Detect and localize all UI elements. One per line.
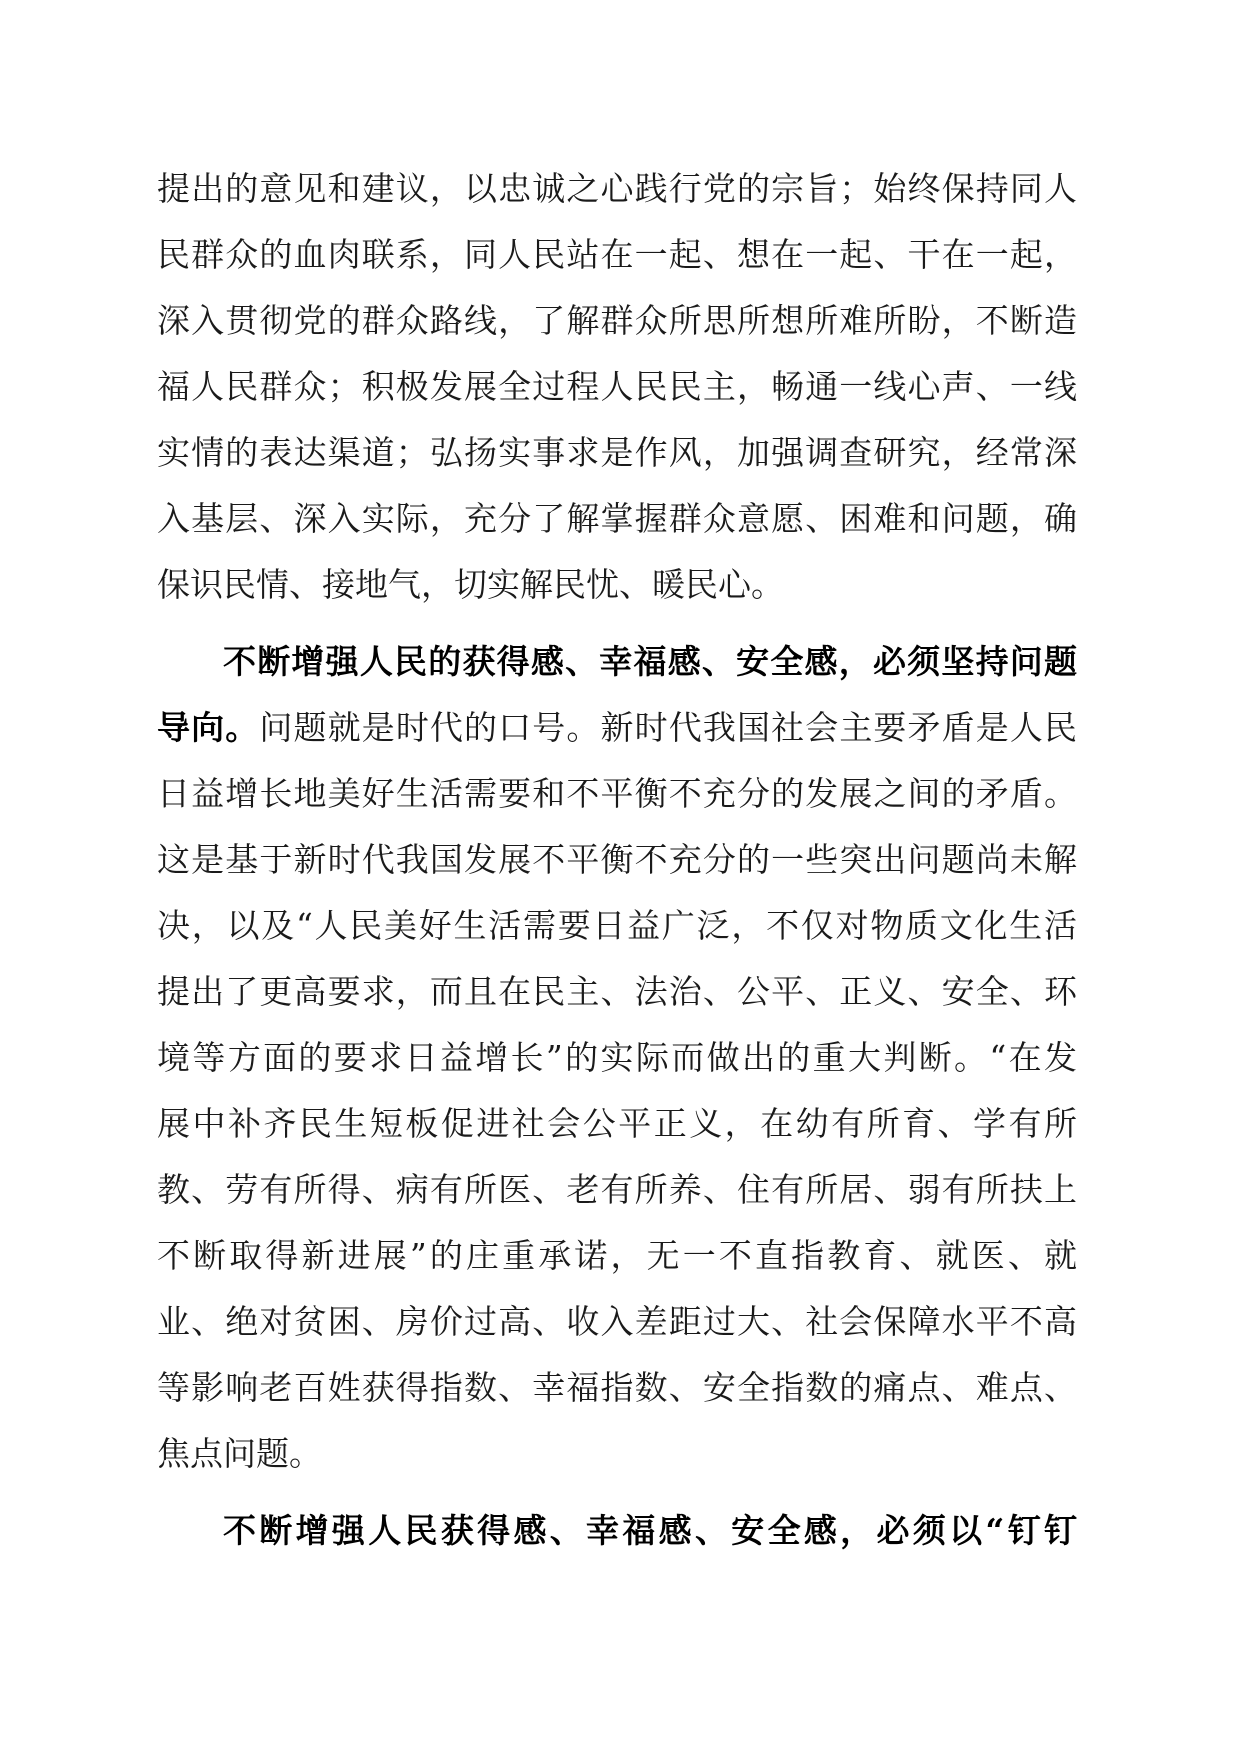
paragraph-2-line-2-text: 问题就是时代的口号。新时代我国社会主要矛盾是人民	[259, 708, 1078, 747]
paragraph-2-line-4: 这是基于新时代我国发展不平衡不充分的一些突出问题尚未解	[157, 840, 1077, 879]
paragraph-2-line-7: 境等方面的要求日益增长”的实际而做出的重大判断。“在发	[157, 1038, 1077, 1077]
paragraph-1-line-4: 福人民群众；积极发展全过程人民民主，畅通一线心声、一线	[157, 367, 1077, 406]
paragraph-1-line-7: 保识民情、接地气，切实解民忧、暖民心。	[157, 565, 784, 604]
paragraph-1-line-5: 实情的表达渠道；弘扬实事求是作风，加强调查研究，经常深	[157, 433, 1077, 472]
paragraph-2-line-13: 焦点问题。	[157, 1434, 322, 1473]
paragraph-2-line-5: 决，以及“人民美好生活需要日益广泛，不仅对物质文化生活	[157, 906, 1077, 945]
paragraph-2-line-9: 教、劳有所得、病有所医、老有所养、住有所居、弱有所扶上	[157, 1170, 1077, 1209]
paragraph-1-line-2: 民群众的血肉联系，同人民站在一起、想在一起、干在一起，	[157, 235, 1077, 274]
paragraph-2-heading-line-1: 不断增强人民的获得感、幸福感、安全感，必须坚持问题	[223, 642, 1077, 681]
paragraph-1-line-1: 提出的意见和建议，以忠诚之心践行党的宗旨；始终保持同人	[157, 169, 1077, 208]
paragraph-2-line-3: 日益增长地美好生活需要和不平衡不充分的发展之间的矛盾。	[157, 774, 1077, 813]
paragraph-2-line-12: 等影响老百姓获得指数、幸福指数、安全指数的痛点、难点、	[157, 1368, 1077, 1407]
paragraph-1-line-6: 入基层、深入实际，充分了解掌握群众意愿、困难和问题，确	[157, 499, 1077, 538]
paragraph-1-line-3: 深入贯彻党的群众路线，了解群众所思所想所难所盼，不断造	[157, 301, 1077, 340]
paragraph-3-heading-line-1: 不断增强人民获得感、幸福感、安全感，必须以“钉钉	[223, 1511, 1077, 1550]
paragraph-2-line-11: 业、绝对贫困、房价过高、收入差距过大、社会保障水平不高	[157, 1302, 1077, 1341]
paragraph-2-heading-tail: 导向。	[157, 708, 260, 747]
paragraph-2-line-2	[157, 695, 1077, 761]
paragraph-2-line-8: 展中补齐民生短板促进社会公平正义，在幼有所育、学有所	[157, 1104, 1077, 1143]
paragraph-2-line-6: 提出了更高要求，而且在民主、法治、公平、正义、安全、环	[157, 972, 1077, 1011]
paragraph-2-line-10: 不断取得新进展”的庄重承诺，无一不直指教育、就医、就	[157, 1236, 1077, 1275]
